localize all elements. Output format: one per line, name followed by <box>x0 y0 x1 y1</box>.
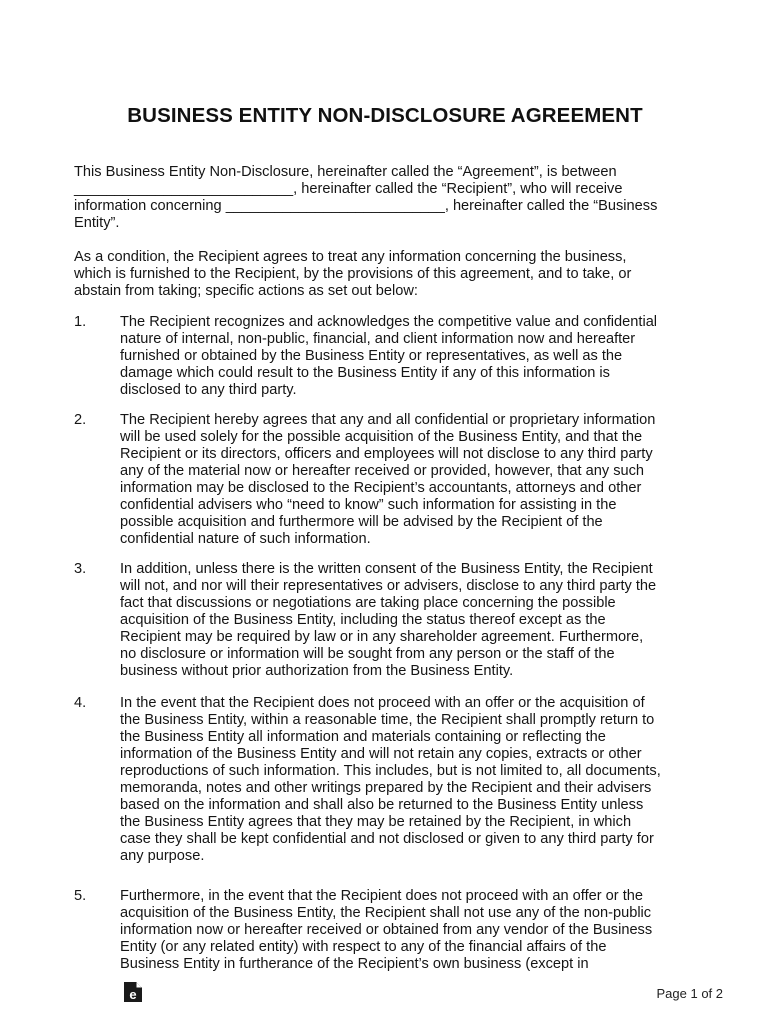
page-number: Page 1 of 2 <box>656 986 723 1001</box>
clause-line: information now or hereafter received or obtained from any vendor of the Business <box>120 922 653 938</box>
clause-line: reproductions of such information. This includes, but is not limited to, all documents, <box>120 763 661 779</box>
eforms-logo-icon <box>123 981 143 1003</box>
clause-line: information of the Business Entity and will not retain any copies, extracts or other <box>120 746 642 762</box>
clause-number: 2. <box>74 412 87 428</box>
clause-line: the Business Entity all information and materials containing or reflecting the <box>120 729 606 745</box>
clause-body <box>120 314 657 399</box>
clause-line: possible acquisition and furthermore will be advised by the Recipient of the <box>120 514 603 530</box>
clause-line: The Recipient recognizes and acknowledges the competitive value and confidential <box>120 314 658 330</box>
clause-line: the Business Entity agrees that they may be retained by the Recipient, in which <box>120 814 632 830</box>
clause-line: Recipient may be required by law or in any shareholder agreement. Furthermore, <box>120 629 644 645</box>
svg-text:e: e <box>129 987 137 1002</box>
intro-line: This Business Entity Non-Disclosure, hereinafter called the “Agreement”, is between <box>74 164 617 180</box>
clause-line: fact that discussions or negotiations are taking place concerning the possible <box>120 595 616 611</box>
clause-line: memoranda, notes and other writings prepared by the Recipient and their advisers <box>120 780 652 796</box>
clause-line: acquisition of the Business Entity, including the status thereof except as the <box>120 612 606 628</box>
clause-body <box>120 561 656 680</box>
clause-line: the Business Entity, within a reasonable time, the Recipient shall promptly return to <box>120 712 655 728</box>
clause-number: 1. <box>74 314 87 330</box>
clause-line: confidential nature of such information. <box>120 531 371 547</box>
clause-line: Recipient or its directors, officers and employees will not disclose to any third party <box>120 446 653 462</box>
clause-body <box>120 412 655 548</box>
clause-line: based on the information and shall also be returned to the Business Entity unless <box>120 797 644 813</box>
condition-paragraph <box>74 249 699 300</box>
clause-number: 4. <box>74 695 87 711</box>
document-title: BUSINESS ENTITY NON-DISCLOSURE AGREEMENT <box>127 104 643 127</box>
clause-line: will be used solely for the possible acquisition of the Business Entity, and that the <box>120 429 643 445</box>
intro-line: information concerning ___________________________, hereinafter called the “Business <box>74 198 658 214</box>
clause-line: In addition, unless there is the written consent of the Business Entity, the Recipient <box>120 561 653 577</box>
clause-line: information may be disclosed to the Recipient’s accountants, attorneys and other <box>120 480 642 496</box>
clause-line: any purpose. <box>120 848 205 864</box>
clause-number: 5. <box>74 888 87 904</box>
clause-line: damage which could result to the Business Entity if any of this information is <box>120 365 610 381</box>
clause-line: furnished or obtained by the Business Entity or representatives, as well as the <box>120 348 623 364</box>
clause-line: disclosed to any third party. <box>120 382 297 398</box>
intro-line: ___________________________, hereinafter called the “Recipient”, who will receive <box>74 181 623 197</box>
clause-line: Entity (or any related entity) with respect to any of the financial affairs of the <box>120 939 607 955</box>
clause-line: Furthermore, in the event that the Recipient does not proceed with an offer or the <box>120 888 643 904</box>
clause-line: confidential advisers who “need to know” such information for assisting in the <box>120 497 617 513</box>
clause-line: The Recipient hereby agrees that any and all confidential or proprietary information <box>120 412 656 428</box>
clause-line: Business Entity in furtherance of the Recipient’s own business (except in <box>120 956 589 972</box>
clause-line: acquisition of the Business Entity, the Recipient shall not use any of the non-public <box>120 905 652 921</box>
clause-number: 3. <box>74 561 87 577</box>
condition-line: abstain from taking; specific actions as set out below: <box>74 283 418 299</box>
clause-body <box>120 695 661 865</box>
clause-line: will not, and nor will their representatives or advisers, disclose to any third party the <box>120 578 657 594</box>
clause-line: any of the material now or hereafter received or provided, however, that any such <box>120 463 645 479</box>
clause-line: no disclosure or information will be sought from any person or the staff of the <box>120 646 615 662</box>
clause-line: business without prior authorization from the Business Entity. <box>120 663 514 679</box>
intro-paragraph <box>74 164 699 232</box>
intro-line: Entity”. <box>74 215 120 231</box>
clause-line: nature of internal, non-public, financial, and client information now and hereafter <box>120 331 636 347</box>
clause-body <box>120 888 652 973</box>
condition-line: which is furnished to the Recipient, by the provisions of this agreement, and to take, or <box>74 266 632 282</box>
clause-line: case they shall be kept confidential and not disclosed or given to any third party for <box>120 831 654 847</box>
condition-line: As a condition, the Recipient agrees to treat any information concerning the business, <box>74 249 627 265</box>
clause-line: In the event that the Recipient does not proceed with an offer or the acquisition of <box>120 695 645 711</box>
